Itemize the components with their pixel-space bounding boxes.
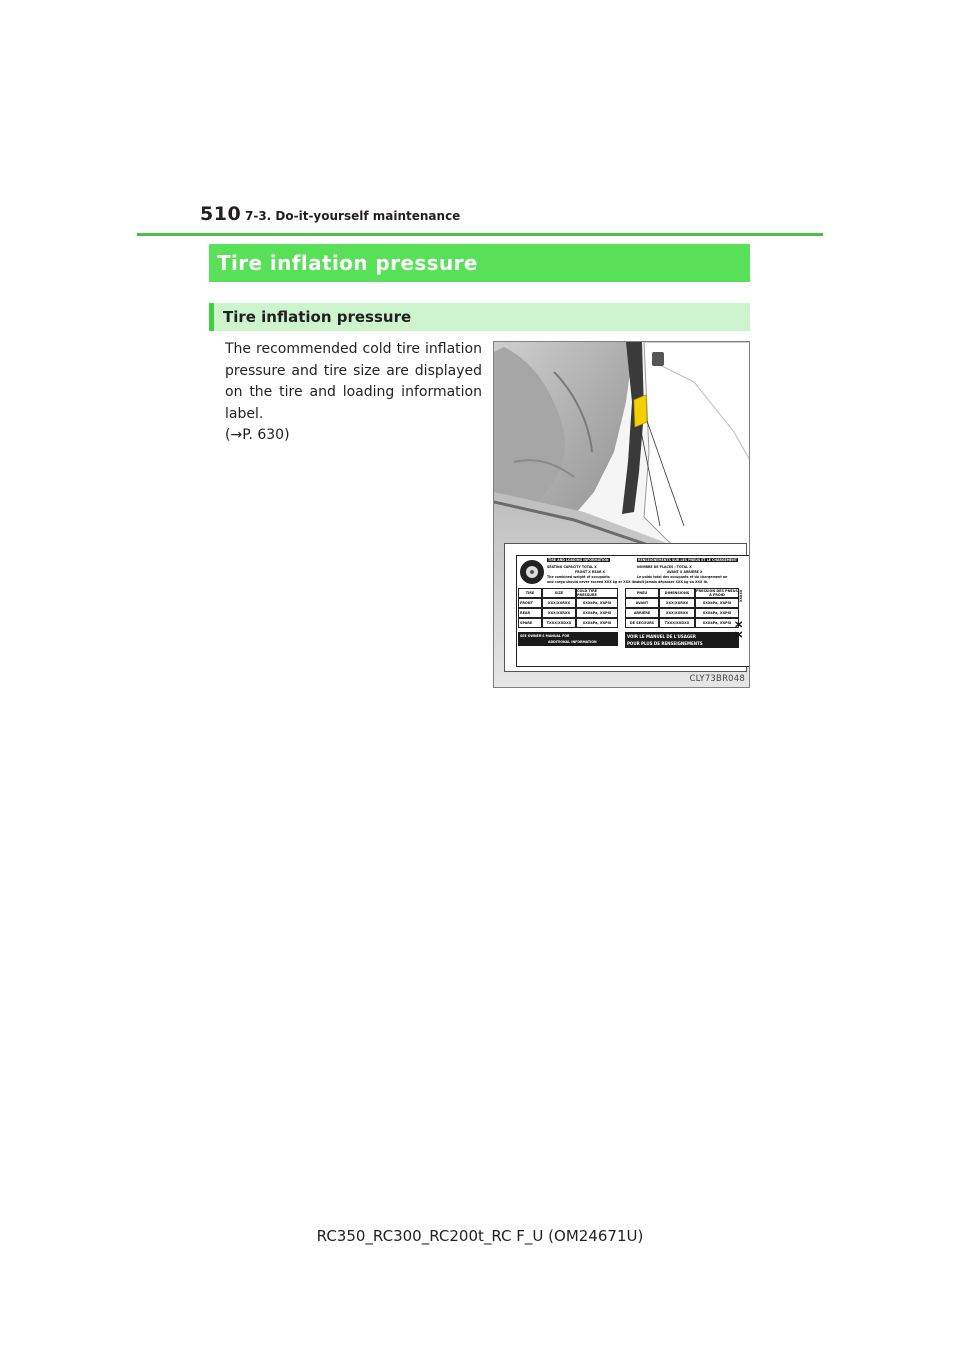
- en-title: TIRE AND LOADING INFORMATION: [548, 558, 609, 562]
- fr-row-rear-pressure: XXXkPa, XXPSI: [695, 608, 739, 618]
- en-footer-line-2: ADDITIONAL INFORMATION: [548, 640, 597, 644]
- page-number: 510: [200, 203, 242, 225]
- section-header: 7-3. Do-it-yourself maintenance: [245, 209, 461, 223]
- body-paragraph: [225, 339, 482, 447]
- fr-footer-line-2: POUR PLUS DE RENSEIGNEMENTS: [627, 641, 703, 646]
- tire-icon: [519, 559, 545, 585]
- section-title-bar: [209, 244, 750, 282]
- en-row-spare-tire: SPARE: [518, 618, 542, 628]
- en-row-front-tire: FRONT: [518, 598, 542, 608]
- en-row-rear-size: XXX/XXRXX: [542, 608, 576, 618]
- fr-header-pressure: PRESSION DES PNEUS À FROID: [696, 589, 738, 597]
- fr-weight-2: doit jamais dépasser XXX kg ou XXX lb.: [637, 580, 709, 584]
- subsection-title: Tire inflation pressure: [223, 308, 412, 326]
- label-sheet: [516, 555, 750, 667]
- fr-front-rear: AVANT X ARRIÈRE X: [667, 570, 703, 574]
- en-row-front-size: XXX/XXRXX: [542, 598, 576, 608]
- fr-footer-box: [625, 632, 739, 648]
- en-row-spare-size: TXXX/XXDXX: [542, 618, 576, 628]
- fr-title: RENSEIGNEMENTS SUR LES PNEUS ET LE CHARGEMENT: [638, 558, 737, 562]
- page-reference-link[interactable]: (→P. 630): [225, 427, 290, 443]
- en-weight-1: The combined weight of occupants: [547, 575, 610, 579]
- en-row-rear-pressure: XXXkPa, XXPSI: [576, 608, 618, 618]
- en-row-front-pressure: XXXkPa, XXPSI: [576, 598, 618, 608]
- figure-code: CLY73BR048: [689, 674, 745, 684]
- en-header-size: SIZE: [542, 588, 576, 598]
- fr-footer-line-1: VOIR LE MANUEL DE L'USAGER: [627, 634, 696, 639]
- fr-row-front-pressure: XXXkPa, XXPSI: [695, 598, 739, 608]
- en-row-rear-tire: REAR: [518, 608, 542, 618]
- fr-row-spare-pressure: XXXkPa, XXPSI: [695, 618, 739, 628]
- en-front-rear: FRONT X REAR X: [575, 570, 605, 574]
- fr-row-front-size: XXX/XXRXX: [659, 598, 695, 608]
- body-text: The recommended cold tire inflation pressure and tire size are displayed on the tire and loading information label.: [225, 341, 482, 422]
- fr-seating: NOMBRE DE PLACES : TOTAL X: [637, 565, 692, 569]
- label-side-code: XXXXX: [739, 589, 743, 602]
- en-row-spare-pressure: XXXkPa, XXPSI: [576, 618, 618, 628]
- subsection-title-bar: [209, 303, 750, 331]
- en-header-pressure: COLD TIRE PRESSURE: [576, 588, 618, 598]
- en-footer-line-1: SEE OWNER'S MANUAL FOR: [520, 634, 570, 638]
- en-weight-2: and cargo should never exceed XXX kg or XXX lbs.: [547, 580, 639, 584]
- fr-row-spare-size: TXXX/XXDXX: [659, 618, 695, 628]
- fr-row-spare-tire: DE SECOURS: [625, 618, 659, 628]
- en-header-tire: TIRE: [518, 588, 542, 598]
- en-seating: SEATING CAPACITY TOTAL X: [547, 565, 597, 569]
- page-footer: RC350_RC300_RC200t_RC F_U (OM24671U): [316, 1227, 644, 1245]
- tire-information-label: [504, 543, 747, 672]
- label-side-mark: X X: [735, 620, 745, 638]
- fr-header-tire: PNEU: [625, 588, 659, 598]
- fr-weight-1: Le poids total des occupants et du chargement ne: [637, 575, 728, 579]
- header-rule: [137, 233, 823, 236]
- fr-row-rear-tire: ARRIÈRE: [625, 608, 659, 618]
- subsection-accent: [209, 303, 214, 331]
- tire-label-figure: [493, 341, 750, 688]
- section-title: Tire inflation pressure: [217, 251, 478, 275]
- fr-row-front-tire: AVANT: [625, 598, 659, 608]
- fr-header-size: DIMENSIONS: [659, 588, 695, 598]
- fr-row-rear-size: XXX/XXRXX: [659, 608, 695, 618]
- en-footer-box: [518, 632, 618, 646]
